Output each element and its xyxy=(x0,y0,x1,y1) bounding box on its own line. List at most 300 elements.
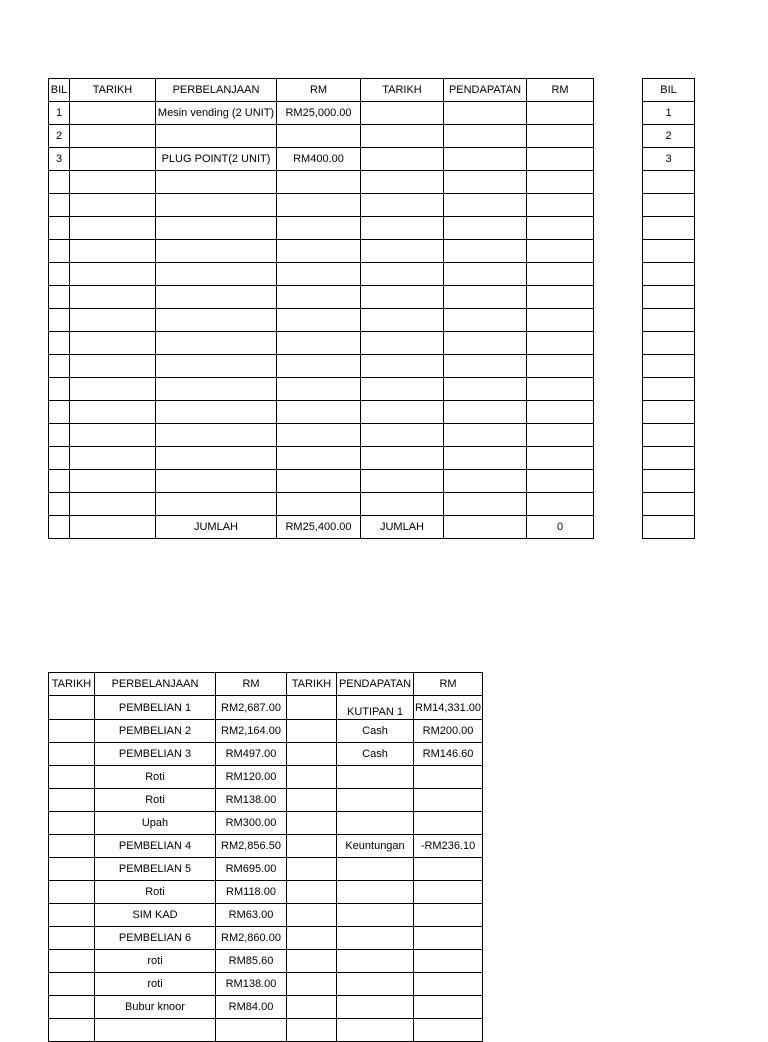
table-cell xyxy=(70,217,156,240)
table-cell: RM138.00 xyxy=(216,973,287,996)
table-row xyxy=(49,125,594,148)
table-cell xyxy=(527,194,594,217)
table-cell xyxy=(287,904,337,927)
table-cell xyxy=(156,125,277,148)
table-cell xyxy=(527,171,594,194)
table-cell xyxy=(49,309,70,332)
table-row xyxy=(49,950,483,973)
table-cell xyxy=(287,789,337,812)
table-cell xyxy=(49,401,70,424)
table-row xyxy=(643,286,695,309)
table-row xyxy=(49,766,483,789)
table-row xyxy=(643,309,695,332)
table-cell: 3 xyxy=(643,148,695,171)
table-row xyxy=(643,355,695,378)
header-cell: RM xyxy=(414,673,483,696)
table-cell xyxy=(49,927,95,950)
table-cell xyxy=(70,401,156,424)
table-cell xyxy=(70,263,156,286)
header-cell: TARIKH xyxy=(287,673,337,696)
table-row xyxy=(49,743,483,766)
table-row xyxy=(49,996,483,1019)
table-cell xyxy=(70,286,156,309)
table-row xyxy=(49,720,483,743)
table-row xyxy=(643,424,695,447)
table-cell xyxy=(287,720,337,743)
table-cell xyxy=(287,812,337,835)
table-cell xyxy=(337,789,414,812)
table-cell xyxy=(49,1019,95,1042)
header-cell: PENDAPATAN xyxy=(444,79,527,102)
expense-income-table xyxy=(48,78,594,539)
table-cell xyxy=(70,470,156,493)
table-row xyxy=(643,125,695,148)
table-cell xyxy=(70,240,156,263)
table-row xyxy=(643,401,695,424)
table-row xyxy=(49,973,483,996)
table-row xyxy=(643,470,695,493)
table-cell xyxy=(414,789,483,812)
table-cell xyxy=(643,286,695,309)
table-cell: PEMBELIAN 6 xyxy=(95,927,216,950)
table-cell xyxy=(49,171,70,194)
table-cell: PEMBELIAN 3 xyxy=(95,743,216,766)
table-cell xyxy=(337,1019,414,1042)
table-cell xyxy=(361,217,444,240)
table-cell xyxy=(337,904,414,927)
table-cell xyxy=(277,470,361,493)
table-row xyxy=(49,881,483,904)
table-cell: roti xyxy=(95,950,216,973)
table-cell: PLUG POINT(2 UNIT) xyxy=(156,148,277,171)
table-cell xyxy=(156,493,277,516)
table-cell xyxy=(49,904,95,927)
table-cell xyxy=(49,835,95,858)
table-cell xyxy=(49,696,95,720)
table-cell xyxy=(361,286,444,309)
header-row xyxy=(643,79,695,102)
total-cell xyxy=(70,516,156,539)
bil-table xyxy=(642,78,695,539)
table-cell xyxy=(277,217,361,240)
table-row xyxy=(49,378,594,401)
table-cell xyxy=(156,309,277,332)
table-cell xyxy=(49,812,95,835)
table-cell xyxy=(414,1019,483,1042)
table-cell xyxy=(414,973,483,996)
table-cell xyxy=(49,240,70,263)
table-cell: PEMBELIAN 2 xyxy=(95,720,216,743)
table-row xyxy=(49,401,594,424)
table-cell xyxy=(287,696,337,720)
table-cell xyxy=(70,125,156,148)
table-cell: RM84.00 xyxy=(216,996,287,1019)
table-cell xyxy=(49,973,95,996)
table-cell xyxy=(527,148,594,171)
table-cell xyxy=(444,240,527,263)
table-row xyxy=(49,447,594,470)
header-cell: TARIKH xyxy=(361,79,444,102)
table-cell xyxy=(527,332,594,355)
table-cell: RM25,000.00 xyxy=(277,102,361,125)
table-cell: PEMBELIAN 4 xyxy=(95,835,216,858)
table-cell xyxy=(337,881,414,904)
table-cell xyxy=(444,217,527,240)
table-cell xyxy=(277,493,361,516)
header-cell: PERBELANJAAN xyxy=(95,673,216,696)
table-cell xyxy=(156,240,277,263)
table-cell xyxy=(337,927,414,950)
table-cell xyxy=(527,493,594,516)
table-cell: Roti xyxy=(95,766,216,789)
table-cell xyxy=(287,950,337,973)
table-cell xyxy=(277,286,361,309)
table-row xyxy=(49,424,594,447)
table-cell xyxy=(643,263,695,286)
table-cell xyxy=(444,447,527,470)
header-row xyxy=(49,79,594,102)
table-row xyxy=(643,240,695,263)
table-cell: Bubur knoor xyxy=(95,996,216,1019)
table-cell xyxy=(287,1019,337,1042)
table-cell xyxy=(277,332,361,355)
table-cell xyxy=(527,470,594,493)
table-cell xyxy=(361,424,444,447)
table-cell xyxy=(49,470,70,493)
table-cell xyxy=(527,401,594,424)
table-row xyxy=(643,171,695,194)
table-row xyxy=(49,171,594,194)
table-cell xyxy=(643,240,695,263)
table-cell xyxy=(287,927,337,950)
table-cell xyxy=(49,789,95,812)
table-cell xyxy=(643,217,695,240)
table-cell xyxy=(643,516,695,539)
table-cell xyxy=(444,332,527,355)
table-cell xyxy=(361,447,444,470)
table-cell: 2 xyxy=(643,125,695,148)
table-cell xyxy=(337,858,414,881)
table-cell xyxy=(414,766,483,789)
table-cell: RM85.60 xyxy=(216,950,287,973)
table-cell: 1 xyxy=(49,102,70,125)
table-row xyxy=(49,470,594,493)
table-cell: SIM KAD xyxy=(95,904,216,927)
table-cell xyxy=(70,171,156,194)
table-cell xyxy=(277,263,361,286)
table-cell xyxy=(444,493,527,516)
table-row xyxy=(643,217,695,240)
table-cell: Cash xyxy=(337,743,414,766)
table-cell: RM138.00 xyxy=(216,789,287,812)
table-cell xyxy=(70,102,156,125)
table-cell xyxy=(277,424,361,447)
table-cell: roti xyxy=(95,973,216,996)
header-cell: BIL xyxy=(49,79,70,102)
table-cell xyxy=(527,424,594,447)
table-cell xyxy=(49,355,70,378)
table-cell xyxy=(643,171,695,194)
total-cell xyxy=(49,516,70,539)
table-cell xyxy=(361,493,444,516)
table-row xyxy=(643,102,695,125)
table-cell: RM2,860.00 xyxy=(216,927,287,950)
table-cell: Roti xyxy=(95,881,216,904)
header-cell: RM xyxy=(527,79,594,102)
table-cell xyxy=(277,194,361,217)
table-row xyxy=(49,148,594,171)
table-row xyxy=(49,858,483,881)
table-cell: Mesin vending (2 UNIT) xyxy=(156,102,277,125)
table-cell xyxy=(49,332,70,355)
table-cell xyxy=(527,263,594,286)
table-cell xyxy=(444,378,527,401)
table-cell xyxy=(444,102,527,125)
table-row xyxy=(49,835,483,858)
header-row xyxy=(49,673,483,696)
table-cell: RM63.00 xyxy=(216,904,287,927)
table-row xyxy=(49,102,594,125)
table-cell xyxy=(287,766,337,789)
table-cell xyxy=(287,973,337,996)
table-cell xyxy=(277,309,361,332)
table-cell xyxy=(49,996,95,1019)
table-row xyxy=(643,516,695,539)
header-cell: PENDAPATAN xyxy=(337,673,414,696)
table-cell: RM146.60 xyxy=(414,743,483,766)
table-cell: RM14,331.00 xyxy=(414,696,483,720)
table-cell xyxy=(70,148,156,171)
table-cell xyxy=(156,332,277,355)
table-cell: RM300.00 xyxy=(216,812,287,835)
table-row xyxy=(49,194,594,217)
table-cell xyxy=(70,194,156,217)
table-cell xyxy=(361,240,444,263)
table-cell xyxy=(277,125,361,148)
table-cell xyxy=(643,493,695,516)
table-cell xyxy=(361,378,444,401)
table-cell xyxy=(414,950,483,973)
table-cell xyxy=(337,766,414,789)
table-cell xyxy=(95,1019,216,1042)
table-cell xyxy=(287,881,337,904)
table-cell xyxy=(70,378,156,401)
table-cell xyxy=(277,355,361,378)
table-cell xyxy=(361,148,444,171)
table-cell xyxy=(156,194,277,217)
table-cell xyxy=(414,996,483,1019)
table-cell xyxy=(643,309,695,332)
table-cell xyxy=(361,102,444,125)
table-row xyxy=(49,217,594,240)
table-cell xyxy=(49,858,95,881)
table-cell xyxy=(527,286,594,309)
table-cell xyxy=(70,332,156,355)
table-cell xyxy=(49,743,95,766)
table-cell: PEMBELIAN 1 xyxy=(95,696,216,720)
table-row xyxy=(643,194,695,217)
table-cell xyxy=(444,355,527,378)
table-cell: 3 xyxy=(49,148,70,171)
table-cell xyxy=(527,102,594,125)
table-cell xyxy=(643,355,695,378)
table-cell xyxy=(361,309,444,332)
total-cell: JUMLAH xyxy=(156,516,277,539)
table-row xyxy=(643,378,695,401)
purchase-collection-table xyxy=(48,672,483,1042)
total-cell: RM25,400.00 xyxy=(277,516,361,539)
table-cell: RM400.00 xyxy=(277,148,361,171)
header-cell: TARIKH xyxy=(70,79,156,102)
table-cell: Roti xyxy=(95,789,216,812)
table-cell: RM200.00 xyxy=(414,720,483,743)
table-cell xyxy=(156,171,277,194)
table-cell xyxy=(643,332,695,355)
table-cell xyxy=(156,447,277,470)
table-cell xyxy=(156,286,277,309)
table-row xyxy=(49,927,483,950)
table-cell: RM120.00 xyxy=(216,766,287,789)
table-cell: RM118.00 xyxy=(216,881,287,904)
table-cell xyxy=(156,401,277,424)
table-cell xyxy=(444,309,527,332)
table-cell xyxy=(49,447,70,470)
table-cell xyxy=(49,493,70,516)
table-row xyxy=(49,696,483,720)
table-cell xyxy=(643,401,695,424)
table-row xyxy=(49,493,594,516)
table-cell xyxy=(414,881,483,904)
total-cell: 0 xyxy=(527,516,594,539)
table-cell xyxy=(414,904,483,927)
table-cell xyxy=(277,240,361,263)
table-cell xyxy=(361,355,444,378)
table-cell xyxy=(49,263,70,286)
header-cell: TARIKH xyxy=(49,673,95,696)
table-row xyxy=(643,263,695,286)
table-cell xyxy=(156,217,277,240)
table-row xyxy=(49,789,483,812)
table-cell xyxy=(49,286,70,309)
table-cell xyxy=(444,125,527,148)
table-cell xyxy=(444,171,527,194)
table-cell xyxy=(361,401,444,424)
table-cell xyxy=(70,355,156,378)
table-cell: -RM236.10 xyxy=(414,835,483,858)
table-row xyxy=(49,240,594,263)
table-cell xyxy=(70,309,156,332)
table-cell xyxy=(361,263,444,286)
table-cell xyxy=(49,424,70,447)
table-cell xyxy=(643,194,695,217)
table-cell xyxy=(643,470,695,493)
table-cell: Upah xyxy=(95,812,216,835)
table-cell xyxy=(49,378,70,401)
table-cell xyxy=(277,447,361,470)
table-cell: RM497.00 xyxy=(216,743,287,766)
table-cell: PEMBELIAN 5 xyxy=(95,858,216,881)
table-cell xyxy=(156,470,277,493)
table-cell xyxy=(444,263,527,286)
table-cell xyxy=(444,470,527,493)
table-row xyxy=(643,148,695,171)
table-cell xyxy=(337,973,414,996)
table-row xyxy=(49,355,594,378)
table-cell xyxy=(414,858,483,881)
table-cell xyxy=(49,194,70,217)
table-cell xyxy=(287,743,337,766)
header-cell: BIL xyxy=(643,79,695,102)
table-cell xyxy=(444,286,527,309)
table-row xyxy=(643,493,695,516)
table-cell xyxy=(361,332,444,355)
table-cell: Cash xyxy=(337,720,414,743)
table-cell xyxy=(49,766,95,789)
table-cell xyxy=(527,309,594,332)
table-cell xyxy=(444,401,527,424)
table-cell: RM2,164.00 xyxy=(216,720,287,743)
table-cell xyxy=(414,927,483,950)
table-cell xyxy=(527,355,594,378)
table-cell: RM2,856.50 xyxy=(216,835,287,858)
table-cell xyxy=(287,996,337,1019)
table-cell xyxy=(361,171,444,194)
table-cell xyxy=(156,424,277,447)
table-cell xyxy=(361,470,444,493)
table-cell xyxy=(156,263,277,286)
table-cell xyxy=(337,996,414,1019)
header-cell: RM xyxy=(216,673,287,696)
table-cell xyxy=(70,447,156,470)
total-row xyxy=(49,516,594,539)
table-cell xyxy=(527,125,594,148)
table-cell xyxy=(361,125,444,148)
header-cell: PERBELANJAAN xyxy=(156,79,277,102)
table-cell: 2 xyxy=(49,125,70,148)
table-cell xyxy=(527,240,594,263)
table-cell xyxy=(70,424,156,447)
header-cell: RM xyxy=(277,79,361,102)
table-cell xyxy=(70,493,156,516)
table-cell xyxy=(643,424,695,447)
table-row xyxy=(49,904,483,927)
table-cell xyxy=(277,171,361,194)
table-cell: RM2,687.00 xyxy=(216,696,287,720)
table-cell xyxy=(277,401,361,424)
table-cell xyxy=(643,447,695,470)
table-row xyxy=(643,447,695,470)
table-cell xyxy=(527,447,594,470)
table-cell: 1 xyxy=(643,102,695,125)
table-cell xyxy=(361,194,444,217)
table-cell xyxy=(287,858,337,881)
table-row xyxy=(49,1019,483,1042)
total-cell: JUMLAH xyxy=(361,516,444,539)
table-cell: RM695.00 xyxy=(216,858,287,881)
table-cell xyxy=(414,812,483,835)
table-cell xyxy=(49,950,95,973)
table-cell xyxy=(643,378,695,401)
table-cell xyxy=(277,378,361,401)
table-cell xyxy=(527,217,594,240)
total-cell xyxy=(444,516,527,539)
table-cell xyxy=(287,835,337,858)
table-cell: Keuntungan xyxy=(337,835,414,858)
table-cell xyxy=(444,148,527,171)
table-row xyxy=(49,263,594,286)
table-row xyxy=(49,286,594,309)
table-cell: KUTIPAN 1 xyxy=(337,696,414,720)
